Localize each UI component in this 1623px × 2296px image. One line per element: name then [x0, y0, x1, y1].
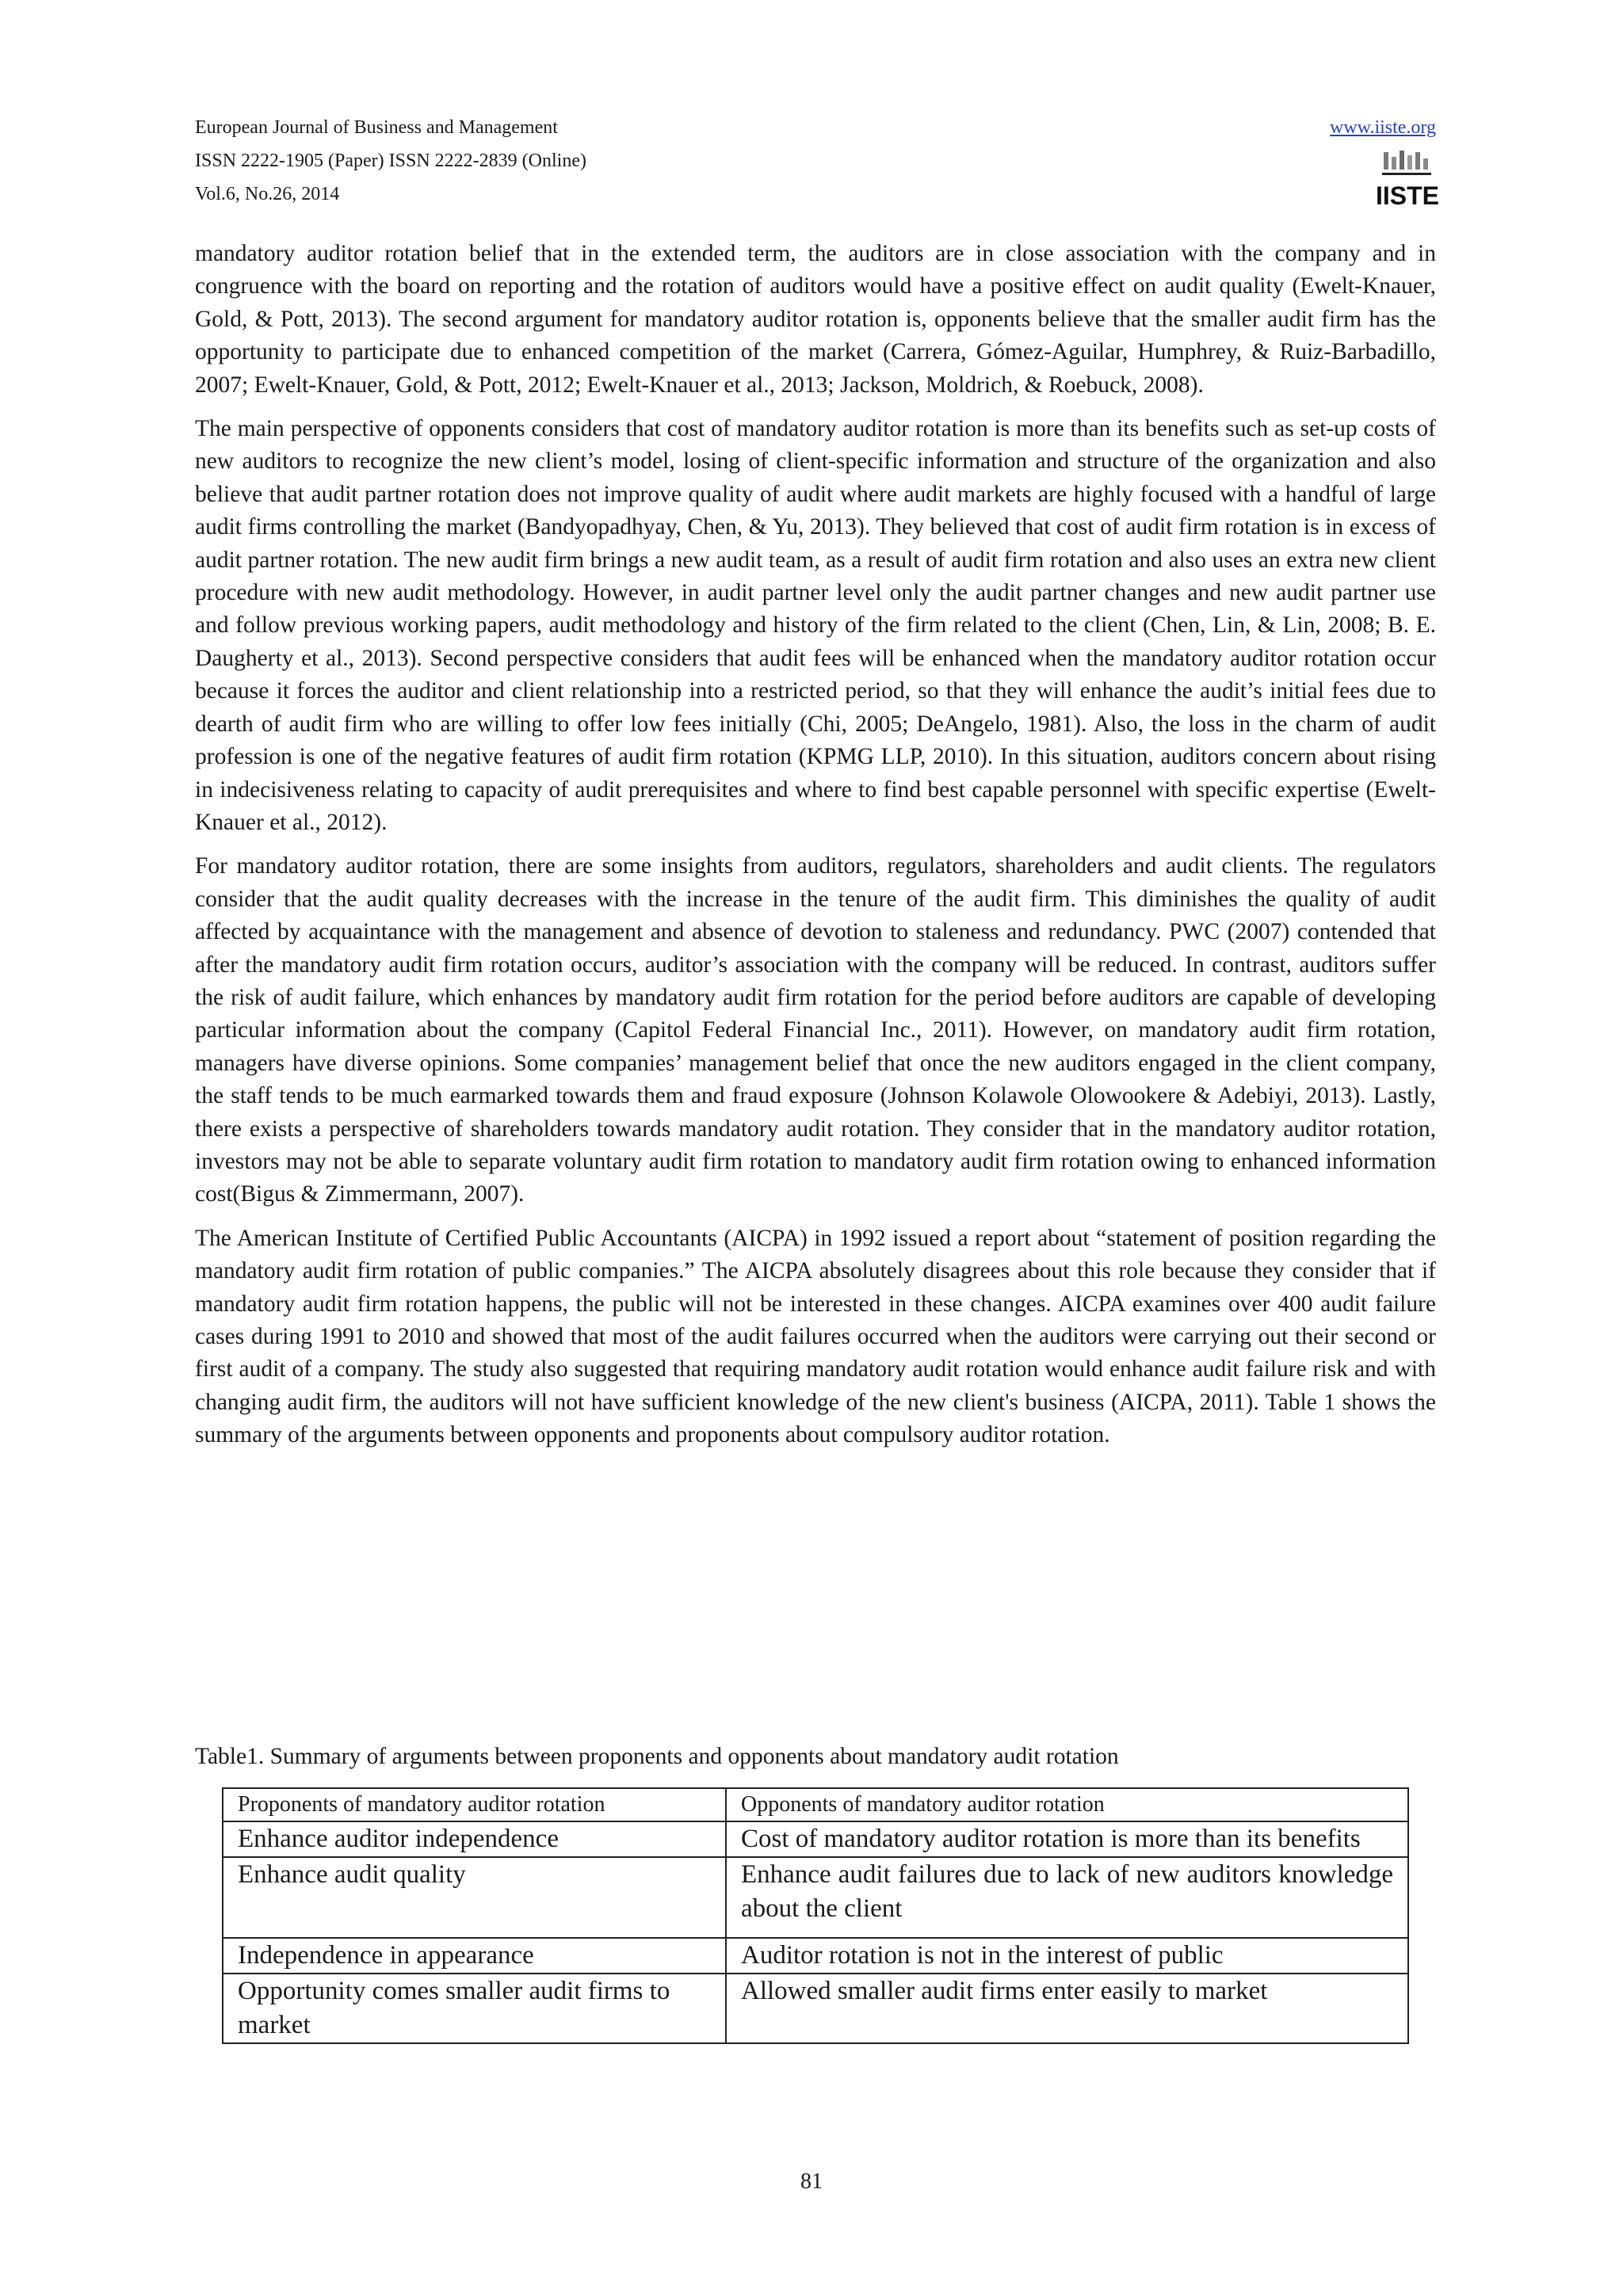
- table-cell: Opportunity comes smaller audit firms to market: [223, 1974, 726, 2043]
- table-cell: Enhance audit quality: [223, 1857, 726, 1938]
- table-header-row: [223, 1788, 1408, 1821]
- table-cell: Allowed smaller audit firms enter easily to market: [726, 1974, 1408, 2043]
- table-row: [223, 1821, 1408, 1857]
- iiste-logo-icon: [1375, 149, 1440, 212]
- journal-issn: ISSN 2222-1905 (Paper) ISSN 2222-2839 (Online): [195, 151, 586, 171]
- table-cell: Cost of mandatory auditor rotation is more than its benefits: [726, 1821, 1408, 1857]
- page-number: 81: [800, 2169, 823, 2194]
- article-body: [195, 238, 1436, 1463]
- header-opponents: Opponents of mandatory auditor rotation: [726, 1788, 1408, 1821]
- table-cell: Enhance auditor independence: [223, 1821, 726, 1857]
- logo-text: IISTE: [1375, 181, 1440, 210]
- table-cell: Auditor rotation is not in the interest of public: [726, 1938, 1408, 1974]
- table-row: [223, 1974, 1408, 2043]
- journal-name: European Journal of Business and Management: [195, 117, 558, 138]
- journal-volume: Vol.6, No.26, 2014: [195, 184, 340, 204]
- website-link[interactable]: www.iiste.org: [1330, 117, 1436, 138]
- table-caption: Table1. Summary of arguments between proponents and opponents about mandatory audit rotation: [195, 1744, 1119, 1769]
- header-proponents: Proponents of mandatory auditor rotation: [223, 1788, 726, 1821]
- paragraph-1: mandatory auditor rotation belief that in the extended term, the auditors are in close association with the company and in congruence with the board on reporting and the rotation of auditors would have a positive effect on audit quality (Ewelt-Knauer, Gold, & Pott, 2013). The second argument for mandatory auditor rotation is, opponents believe that the smaller audit firm has the opportunity to participate due to enhanced competition of the market (Carrera, Gómez-Aguilar, Humphrey, & Ruiz-Barbadillo, 2007; Ewelt-Knauer, Gold, & Pott, 2012; Ewelt-Knauer et al., 2013; Jackson, Moldrich, & Roebuck, 2008).: [195, 241, 1436, 398]
- table-cell: Enhance audit failures due to lack of new auditors knowledge about the client: [726, 1857, 1408, 1938]
- page-header: [195, 111, 1440, 214]
- paragraph-2: The main perspective of opponents considers that cost of mandatory auditor rotation is more than its benefits such as set-up costs of new auditors to recognize the new client’s model, losing of client-specific information and structure of the organization and also believe that audit partner rotation does not improve quality of audit where audit markets are highly focused with a handful of large audit firms controlling the market (Bandyopadhyay, Chen, & Yu, 2013). They believed that cost of audit firm rotation is in excess of audit partner rotation. The new audit firm brings a new audit team, as a result of audit firm rotation and also uses an extra new client procedure with new audit methodology. However, in audit partner level only the audit partner changes and new audit partner use and follow previous working papers, audit methodology and history of the firm related to the client (Chen, Lin, & Lin, 2008; B. E. Daugherty et al., 2013). Second perspective considers that audit fees will be enhanced when the mandatory auditor rotation occur because it forces the auditor and client relationship into a restricted period, so that they will enhance the audit’s initial fees due to dearth of audit firm who are willing to offer low fees initially (Chi, 2005; DeAngelo, 1981). Also, the loss in the charm of audit profession is one of the negative features of audit firm rotation (KPMG LLP, 2010). In this situation, auditors concern about rising in indecisiveness relating to capacity of audit prerequisites and where to find best capable personnel with specific expertise (Ewelt-Knauer et al., 2012).: [195, 416, 1436, 835]
- paragraph-4: The American Institute of Certified Public Accountants (AICPA) in 1992 issued a report about “statement of position regarding the mandatory audit firm rotation of public companies.” The AICPA absolutely disagrees about this role because they consider that if mandatory audit firm rotation happens, the public will not be interested in these changes. AICPA examines over 400 audit failure cases during 1991 to 2010 and showed that most of the audit failures occurred when the auditors were carrying out their second or first audit of a company. The study also suggested that requiring mandatory audit rotation would enhance audit failure risk and with changing audit firm, the auditors will not have sufficient knowledge of the new client's business (AICPA, 2011). Table 1 shows the summary of the arguments between opponents and proponents about compulsory auditor rotation.: [195, 1225, 1436, 1448]
- paragraph-3: For mandatory auditor rotation, there are some insights from auditors, regulators, shareholders and audit clients. The regulators consider that the audit quality decreases with the increase in the tenure of the audit firm. This diminishes the quality of audit affected by acquaintance with the management and absence of devotion to staleness and redundancy. PWC (2007) contended that after the mandatory audit firm rotation occurs, auditor’s association with the company will be reduced. In contrast, auditors suffer the risk of audit failure, which enhances by mandatory audit firm rotation for the period before auditors are capable of developing particular information about the company (Capitol Federal Financial Inc., 2011). However, on mandatory audit firm rotation, managers have diverse opinions. Some companies’ management belief that once the new auditors engaged in the client company, the staff tends to be much earmarked towards them and fraud exposure (Johnson Kolawole Olowookere & Adebiyi, 2013). Lastly, there exists a perspective of shareholders towards mandatory audit rotation. They consider that in the mandatory auditor rotation, investors may not be able to separate voluntary audit firm rotation to mandatory audit firm rotation owing to enhanced information cost(Bigus & Zimmermann, 2007).: [195, 853, 1436, 1207]
- table-row: [223, 1857, 1408, 1938]
- table-row: [223, 1938, 1408, 1974]
- table-cell: Independence in appearance: [223, 1938, 726, 1974]
- arguments-table: [222, 1787, 1409, 2044]
